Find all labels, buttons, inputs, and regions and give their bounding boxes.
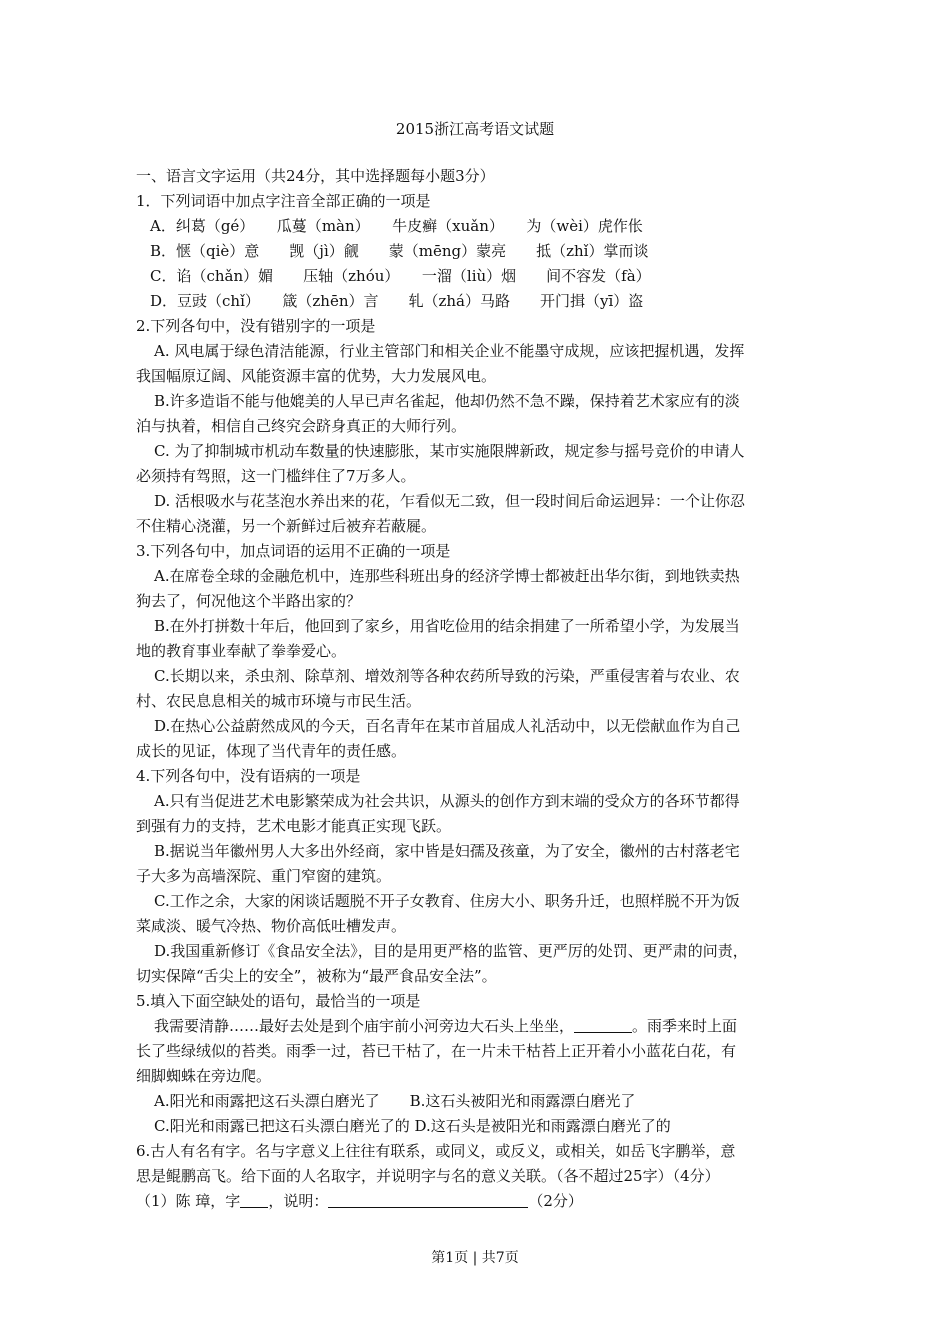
q3-line: D.在热心公益蔚然成风的今天，百名青年在某市首届成人礼活动中，以无偿献血作为自己 [154,717,741,735]
q5-passage-text: 我需要清静……最好去处是到个庙宇前小河旁边大石头上坐坐， [154,1017,575,1035]
q5-passage-line [136,1014,826,1039]
q5-passage-text: 。雨季来时上面 [632,1017,738,1035]
q4-line: 切实保障“舌尖上的安全”，被称为“最严食品安全法”。 [136,967,497,985]
q4-line: C.工作之余，大家的闲谈话题脱不开子女教育、住房大小、职务升迁，也照样脱不开为饭 [154,892,740,910]
section-heading: 一、语言文字运用（共24分，其中选择题每小题3分） [136,167,495,185]
q5-answer-blank[interactable] [574,1016,632,1033]
q2-line: 必须持有驾照，这一门槛绊住了7万多人。 [136,467,416,485]
q1-stem: 1．下列词语中加点字注音全部正确的一项是 [136,192,431,210]
q1-option-c: C．谄（chǎn）媚 压轴（zhóu） 一溜（liù）烟 间不容发（fà） [150,267,651,285]
q4-line: 菜咸淡、暖气冷热、物价高低吐槽发声。 [136,917,407,935]
q4-line: A.只有当促进艺术电影繁荣成为社会共识，从源头的创作方到末端的受众方的各环节都得 [154,792,740,810]
q2-line: D. 活根吸水与花茎泡水养出来的花，乍看似无二致，但一段时间后命运迥异：一个让你忍 [154,492,746,510]
q3-stem: 3.下列各句中，加点词语的运用不正确的一项是 [136,542,451,560]
q4-line: 子大多为高墙深院、重门窄窗的建筑。 [136,867,392,885]
q5-stem: 5.填入下面空缺处的语句，最恰当的一项是 [136,992,421,1010]
q4-line: 到强有力的支持，艺术电影才能真正实现飞跃。 [136,817,452,835]
q2-line: C. 为了抑制城市机动车数量的快速膨胀，某市实施限牌新政，规定参与摇号竞价的申请人 [154,442,745,460]
q3-line: 地的教育事业奉献了拳拳爱心。 [136,642,347,660]
q6-sub1-points: （2分） [528,1192,583,1210]
q3-line: A.在席卷全球的金融危机中，连那些科班出身的经济学博士都被赶出华尔街，到地铁卖热 [154,567,740,585]
q3-line: 狗去了，何况他这个半路出家的？ [136,592,362,610]
q2-line: 不住精心浇灌，另一个新鲜过后被弃若蔽屣。 [136,517,437,535]
q4-line: B.据说当年徽州男人大多出外经商，家中皆是妇孺及孩童，为了安全，徽州的古村落老宅 [154,842,740,860]
q6-sub1-explain-label: ，说明： [268,1192,329,1210]
page-title: 2015浙江高考语文试题 [395,120,555,138]
q2-line: A. 风电属于绿色清洁能源，行业主管部门和相关企业不能墨守成规，应该把握机遇，发挥 [154,342,745,360]
q5-passage-line: 细脚蜘蛛在旁边爬。 [136,1067,272,1085]
q1-option-a: A．纠葛（gé） 瓜蔓（màn） 牛皮癣（xuǎn） 为（wèi）虎作伥 [150,217,643,235]
explanation-blank[interactable] [328,1191,528,1208]
q1-option-d: D．豆豉（chǐ） 箴（zhēn）言 轧（zhá）马路 开门揖（yī）盗 [150,292,644,310]
courtesy-name-blank[interactable] [240,1191,268,1208]
q4-stem: 4.下列各句中，没有语病的一项是 [136,767,361,785]
q4-line: D.我国重新修订《食品安全法》，目的是用更严格的监管、更严厉的处罚、更严肃的问责， [154,942,748,960]
q5-passage-line: 长了些绿绒似的苔类。雨季一过，苔已干枯了，在一片未干枯苔上正开着小小蓝花白花，有 [136,1042,737,1060]
q2-stem: 2.下列各句中，没有错别字的一项是 [136,317,376,335]
q3-line: 村、农民息息相关的城市环境与市民生活。 [136,692,422,710]
q5-options-ab: A.阳光和雨露把这石头漂白磨光了 B.这石头被阳光和雨露漂白磨光了 [154,1092,636,1110]
q1-option-b: B．惬（qiè）意 觊（jì）觎 蒙（mēng）蒙亮 抵（zhǐ）掌而谈 [150,242,649,260]
q2-line: 泊与执着，相信自己终究会跻身真正的大师行列。 [136,417,467,435]
page-footer: 第1页 | 共7页 [431,1250,519,1266]
q6-sub1 [136,1189,826,1214]
q6-sub1-label: （1）陈 璋，字 [136,1192,241,1210]
q6-line: 思是鲲鹏高飞。给下面的人名取字，并说明字与名的意义关联。（各不超过25字）（4分） [136,1167,720,1185]
q6-line: 6.古人有名有字。名与字意义上往往有联系，或同义，或反义，或相关，如岳飞字鹏举，意 [136,1142,736,1160]
q3-line: 成长的见证，体现了当代青年的责任感。 [136,742,407,760]
q5-options-cd: C.阳光和雨露已把这石头漂白磨光了的 D.这石头是被阳光和雨露漂白磨光了的 [154,1117,671,1135]
q3-line: B.在外打拼数十年后，他回到了家乡，用省吃俭用的结余捐建了一所希望小学，为发展当 [154,617,740,635]
q2-line: 我国幅原辽阔、风能资源丰富的优势，大力发展风电。 [136,367,497,385]
q3-line: C.长期以来，杀虫剂、除草剂、增效剂等各种农药所导致的污染，严重侵害着与农业、农 [154,667,740,685]
exam-body [136,164,826,1214]
q2-line: B.许多造诣不能与他媲美的人早已声名雀起，他却仍然不急不躁，保持着艺术家应有的淡 [154,392,740,410]
